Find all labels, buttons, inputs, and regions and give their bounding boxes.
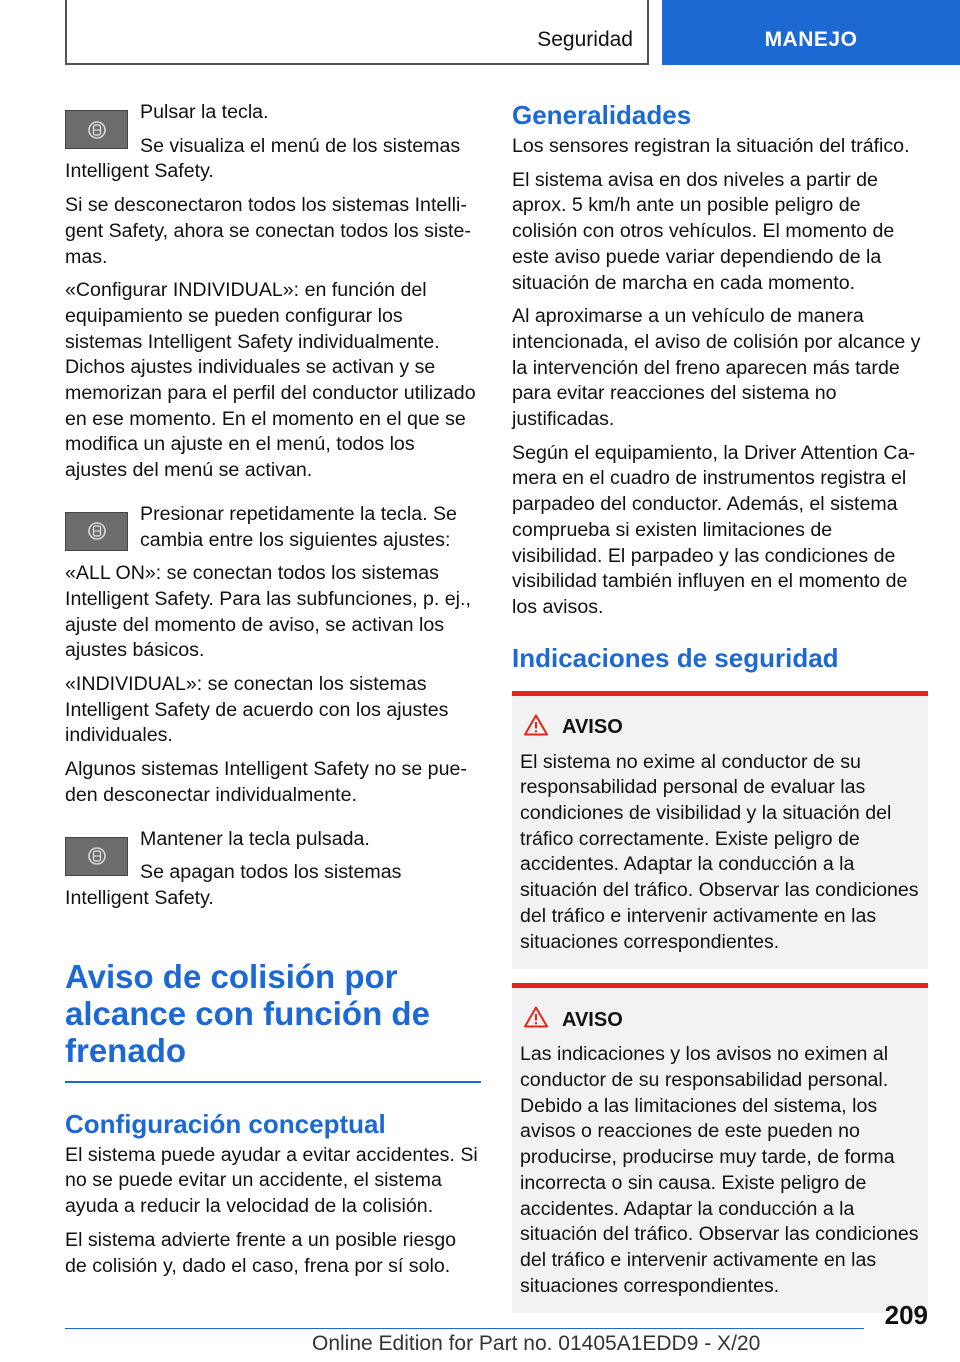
- intelligent-safety-key-icon: [65, 110, 128, 149]
- intelligent-safety-key-icon: [65, 512, 128, 551]
- paragraph: El sistema avisa en dos niveles a partir de aprox. 5 km/h ante un posible peligro de colisión con otros vehículos. El momento de este aviso puede variar dependiendo de la situación de marcha en cada momento.: [512, 168, 895, 294]
- warning-title: AVISO: [562, 716, 623, 739]
- key-instruction-2: [65, 502, 481, 553]
- intelligent-safety-key-icon: [65, 837, 128, 876]
- warning-text: Las indicaciones y los avisos no eximen al conductor de su responsabilidad personal. Debido a las limitaciones del sistema, los avisos o reacciones de este pueden no producirse, producirse muy tarde, de forma incorrecta o sin causa. Existe peligro de accidentes. Adaptar la conducción a la situación del tráfico. Observar las condiciones del tráfico e intervenir activamente en las situaciones correspondientes.: [520, 1043, 919, 1297]
- key-instruction-3: [65, 827, 481, 853]
- instruction-text: Pulsar la tecla.: [140, 101, 269, 123]
- paragraph: Según el equipamiento, la Driver Attention Camera en el cuadro de instrumentos registra el parpadeo del conductor. Además, el sistema comprueba si existen limitaciones de visibilidad. El parpadeo y las condiciones de visibilidad también influyen en el momento de los avisos.: [512, 441, 915, 618]
- paragraph: Se apagan todos los sistemas Intelligent Safety.: [65, 861, 402, 909]
- paragraph: El sistema advierte frente a un posible riesgo de colisión y, dado el caso, frena por sí solo.: [65, 1228, 456, 1277]
- paragraph: «INDIVIDUAL»: se conectan los sistemas Intelligent Safety de acuerdo con los ajustes individuales.: [65, 673, 449, 747]
- subsection-heading: Configuración conceptual: [65, 1108, 386, 1139]
- instruction-text: Presionar repetidamente la tecla. Se cambia entre los siguientes ajustes:: [140, 502, 457, 551]
- paragraph: Algunos sistemas Intelligent Safety no se pueden desconectar individualmente.: [65, 758, 467, 806]
- left-column: [65, 100, 481, 1287]
- paragraph: «ALL ON»: se conectan todos los sistemas Intelligent Safety. Para las subfunciones, p. ej., ajuste del momento de aviso, se activan los ajustes básicos.: [65, 562, 471, 662]
- right-column: [512, 100, 928, 1325]
- warning-title: AVISO: [562, 1008, 623, 1031]
- warning-header: [520, 1006, 920, 1034]
- instruction-text: Mantener la tecla pulsada.: [140, 827, 370, 850]
- paragraph: El sistema puede ayudar a evitar accidentes. Si no se puede evitar un accidente, el sistema ayuda a reducir la velocidad de la colisión.: [65, 1143, 478, 1218]
- warning-header: [520, 714, 920, 742]
- paragraph: Los sensores registran la situación del tráfico.: [512, 135, 910, 157]
- subsection-heading-general: Generalidades: [512, 100, 692, 130]
- header-box: [65, 0, 649, 65]
- footer-edition: Online Edition for Part no. 01405A1EDD9 - X/20: [312, 1332, 761, 1355]
- warning-box: [512, 691, 928, 970]
- paragraph: Si se desconectaron todos los sistemas Intelligent Safety, ahora se conectan todos los sistemas.: [65, 194, 471, 268]
- subsection-heading-safety: Indicaciones de seguridad: [512, 642, 839, 673]
- page-number: 209: [884, 1300, 928, 1330]
- header-section-title: Seguridad: [537, 28, 633, 51]
- section-heading: Aviso de colisión por alcance con función de frenado: [65, 958, 481, 1083]
- paragraph: «Configurar INDIVIDUAL»: en función del equipamiento se pueden configurar los sistemas Intelligent Safety individualmente. Dichos ajustes individuales se activan y se memorizan para el perfil del conductor utilizado en ese momento. En el momento en el que se modifica un ajuste en el menú, todos los ajustes del menú se activan.: [65, 279, 476, 482]
- warning-triangle-icon: [524, 714, 562, 742]
- warning-box: [512, 983, 928, 1313]
- header-chapter-tab[interactable]: MANEJO: [662, 0, 960, 65]
- footer-divider: [65, 1328, 864, 1329]
- paragraph: Se visualiza el menú de los sistemas Intelligent Safety.: [65, 134, 461, 183]
- warning-triangle-icon: [524, 1006, 562, 1034]
- key-instruction-1: [65, 100, 481, 126]
- paragraph: Al aproximarse a un vehículo de manera intencionada, el aviso de colisión por alcance y la intervención del freno aparecen más tarde para evitar reacciones del sistema no justificadas.: [512, 305, 921, 431]
- warning-text: El sistema no exime al conductor de su responsabilidad personal de evaluar las condiciones de visibilidad y la situación del tráfico correctamente. Existe peligro de accidentes. Adaptar la conducción a la situación del tráfico. Observar las condiciones del tráfico e intervenir activamente en las situaciones correspondientes.: [520, 750, 919, 953]
